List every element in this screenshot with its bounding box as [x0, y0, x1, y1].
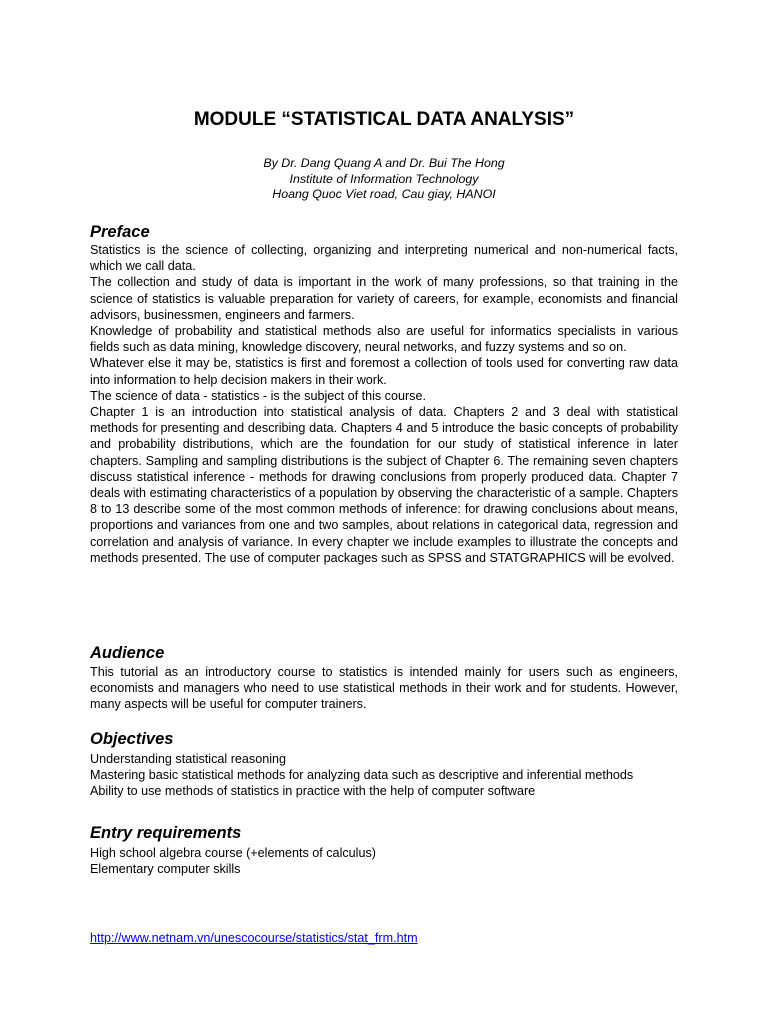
objectives-heading: Objectives: [90, 730, 174, 748]
byline-institute: Institute of Information Technology: [289, 171, 479, 186]
audience-paragraph: This tutorial as an introductory course to statistics is intended mainly for users such as engineers, economists and managers who need to use statistical methods in their work and for students. However, many aspects will be useful for computer trainers.: [90, 665, 678, 712]
preface-paragraph: Knowledge of probability and statistical methods also are useful for informatics specialists in various fields such as data mining, knowledge discovery, neural networks, and fuzzy systems and so on.: [90, 324, 678, 355]
preface-heading: Preface: [90, 223, 150, 241]
byline: [90, 156, 678, 203]
preface-paragraph: The science of data - statistics - is the subject of this course.: [90, 388, 426, 403]
entry-requirements-item: High school algebra course (+elements of calculus): [90, 846, 376, 860]
audience-body: [90, 664, 678, 713]
preface-paragraph: Whatever else it may be, statistics is first and foremost a collection of tools used for converting raw data into information to help decision makers in their work.: [90, 356, 678, 387]
preface-paragraph: The collection and study of data is important in the work of many professions, so that training in the science of statistics is valuable preparation for variety of careers, for example, economists and financial advisors, businessmen, engineers and farmers.: [90, 275, 678, 322]
course-url-link[interactable]: http://www.netnam.vn/unescocourse/statistics/stat_frm.htm: [90, 931, 418, 945]
byline-address: Hoang Quoc Viet road, Cau giay, HANOI: [272, 187, 496, 201]
preface-paragraph: Statistics is the science of collecting, organizing and interpreting numerical and non-numerical facts, which we call data.: [90, 243, 678, 274]
objectives-item: Mastering basic statistical methods for analyzing data such as descriptive and inferential methods: [90, 768, 634, 783]
entry-requirements-body: [90, 845, 678, 877]
document-title: MODULE “STATISTICAL DATA ANALYSIS”: [193, 109, 575, 130]
audience-heading: Audience: [90, 644, 165, 662]
preface-body: [90, 242, 678, 566]
objectives-body: [90, 751, 678, 800]
objectives-item: Ability to use methods of statistics in practice with the help of computer software: [90, 784, 536, 799]
objectives-item: Understanding statistical reasoning: [90, 752, 287, 766]
entry-requirements-heading: Entry requirements: [90, 824, 242, 842]
byline-authors: By Dr. Dang Quang A and Dr. Bui The Hong: [263, 156, 505, 170]
preface-paragraph: Chapter 1 is an introduction into statistical analysis of data. Chapters 2 and 3 deal with statistical methods for presenting and describing data. Chapters 4 and 5 introduce the basic concepts of probability and probability distributions, which are the foundation for our study of statistical inference in later chapters. Sampling and sampling distributions is the subject of Chapter 6. The remaining seven chapters discuss statistical inference - methods for drawing conclusions from properly produced data. Chapter 7 deals with estimating characteristics of a population by observing the characteristic of a sample. Chapters 8 to 13 describe some of the most common methods of inference: for drawing conclusions about means, proportions and variances from one and two samples, about relations in categorical data, regression and correlation and analysis of variance. In every chapter we include examples to illustrate the concepts and methods presented. The use of computer packages such as SPSS and STATGRAPHICS will be evolved.: [90, 405, 678, 565]
entry-requirements-item: Elementary computer skills: [90, 862, 241, 877]
